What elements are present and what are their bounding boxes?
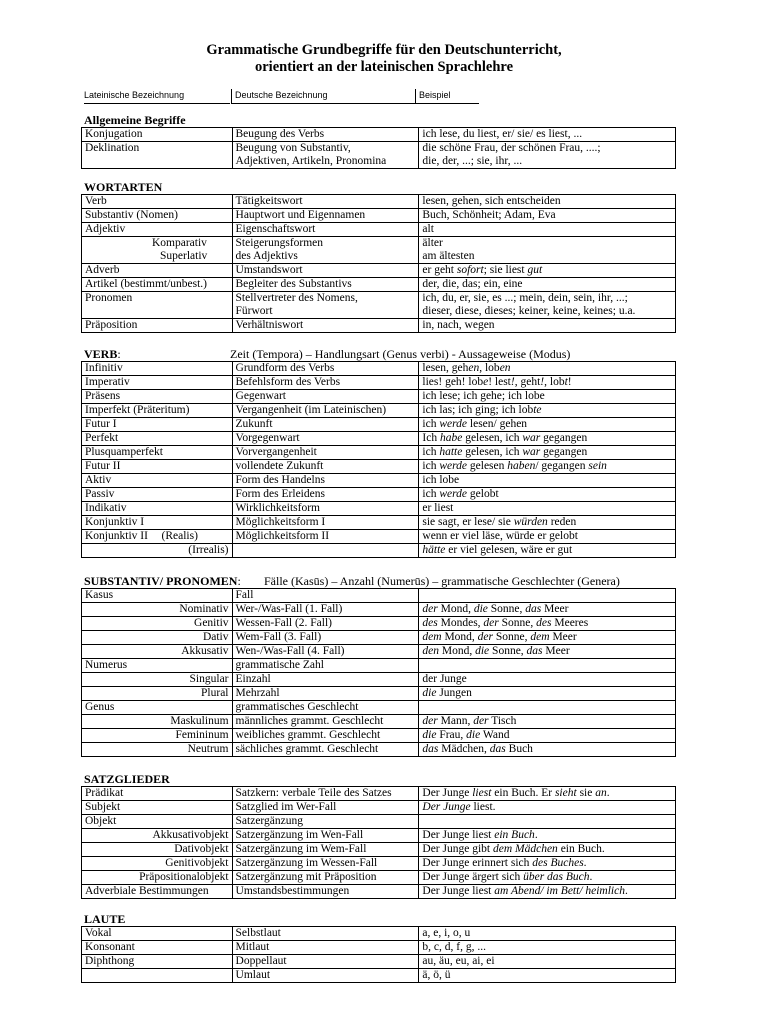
cell-german: Tätigkeitswort — [232, 195, 419, 209]
table-row — [82, 843, 676, 857]
table-row — [82, 603, 676, 617]
cell-german: Wessen-Fall (2. Fall) — [232, 617, 419, 631]
cell-example: Der Junge liest ein Buch. Er sieht sie an. — [419, 787, 676, 801]
section-heading-laute: LAUTE — [84, 912, 126, 926]
cell-example — [419, 701, 676, 715]
table-row — [82, 617, 676, 631]
cell-latin: Konsonant — [82, 941, 233, 955]
cell-german: weibliches grammt. Geschlecht — [232, 729, 419, 743]
table-row — [82, 544, 676, 558]
cell-german: Eigenschaftswort — [232, 223, 419, 237]
cell-example: alt — [419, 223, 676, 237]
cell-latin: Passiv — [82, 488, 233, 502]
table-row — [82, 941, 676, 955]
cell-example: ich hatte gelesen, ich war gegangen — [419, 446, 676, 460]
cell-example: Der Junge liest am Abend/ im Bett/ heimlich. — [419, 885, 676, 899]
cell-german: Satzkern: verbale Teile des Satzes — [232, 787, 419, 801]
cell-example: Ich habe gelesen, ich war gegangen — [419, 432, 676, 446]
column-header-latin: Lateinische Bezeichnung — [84, 89, 230, 104]
cell-latin — [82, 969, 233, 983]
table-row — [82, 857, 676, 871]
cell-latin: Futur II — [82, 460, 233, 474]
cell-german: grammatische Zahl — [232, 659, 419, 673]
table-row — [82, 195, 676, 209]
cell-german: Satzergänzung im Wen-Fall — [232, 829, 419, 843]
cell-example: lies! geh! lobe! lest!, geht!, lobt! — [419, 376, 676, 390]
section-heading-substantiv: SUBSTANTIV/ PRONOMEN: Fälle (Kasūs) – Anzahl (Numerūs) – grammatische Geschlechter (Genera) — [84, 574, 620, 588]
table-row — [82, 418, 676, 432]
cell-german: Form des Erleidens — [232, 488, 419, 502]
document-title-line-2: orientiert an der lateinischen Sprachlehre — [254, 59, 514, 75]
cell-german: Satzergänzung im Wessen-Fall — [232, 857, 419, 871]
section-heading-allgemein: Allgemeine Begriffe — [84, 113, 186, 127]
column-header-example: Beispiel — [415, 89, 479, 104]
table-row — [82, 829, 676, 843]
table-row — [82, 209, 676, 223]
cell-german: Fall — [232, 589, 419, 603]
cell-latin: Nominativ — [82, 603, 233, 617]
table-satzglieder — [81, 786, 676, 899]
cell-latin: Präsens — [82, 390, 233, 404]
cell-latin: Deklination — [82, 142, 233, 169]
cell-german: Selbstlaut — [232, 927, 419, 941]
cell-example: lesen, gehen, sich entscheiden — [419, 195, 676, 209]
cell-example: ich werde lesen/ gehen — [419, 418, 676, 432]
table-row — [82, 815, 676, 829]
cell-latin: Kasus — [82, 589, 233, 603]
cell-example: ich lese, du liest, er/ sie/ es liest, ... — [419, 128, 676, 142]
cell-example: der, die, das; ein, eine — [419, 278, 676, 292]
cell-example: Der Junge gibt dem Mädchen ein Buch. — [419, 843, 676, 857]
table-row — [82, 460, 676, 474]
table-row — [82, 969, 676, 983]
cell-latin: Objekt — [82, 815, 233, 829]
cell-latin: Akkusativobjekt — [82, 829, 233, 843]
cell-example: Buch, Schönheit; Adam, Eva — [419, 209, 676, 223]
cell-example: ich werde gelesen haben/ gegangen sein — [419, 460, 676, 474]
table-row — [82, 376, 676, 390]
cell-latin: Subjekt — [82, 801, 233, 815]
table-laute — [81, 926, 676, 983]
cell-latin: Konjugation — [82, 128, 233, 142]
cell-latin: Perfekt — [82, 432, 233, 446]
cell-latin: Indikativ — [82, 502, 233, 516]
cell-german: Grundform des Verbs — [232, 362, 419, 376]
cell-latin: Vokal — [82, 927, 233, 941]
cell-example: er liest — [419, 502, 676, 516]
cell-example: den Mond, die Sonne, das Meer — [419, 645, 676, 659]
cell-german: Möglichkeitsform I — [232, 516, 419, 530]
table-substantiv — [81, 588, 676, 757]
cell-example: der Junge — [419, 673, 676, 687]
cell-example: ich las; ich ging; ich lobte — [419, 404, 676, 418]
cell-example: ich lese; ich gehe; ich lobe — [419, 390, 676, 404]
table-row — [82, 474, 676, 488]
cell-german: Gegenwart — [232, 390, 419, 404]
section-heading-verb: VERB: Zeit (Tempora) – Handlungsart (Genus verbi) - Aussageweise (Modus) — [84, 347, 571, 361]
table-row — [82, 404, 676, 418]
cell-latin: Konjunktiv II (Realis) — [82, 530, 233, 544]
cell-example: au, äu, eu, ai, ei — [419, 955, 676, 969]
cell-german: Begleiter des Substantivs — [232, 278, 419, 292]
table-row — [82, 319, 676, 333]
section-heading-wortarten: WORTARTEN — [84, 180, 163, 194]
cell-german: Wem-Fall (3. Fall) — [232, 631, 419, 645]
table-row — [82, 278, 676, 292]
cell-example: sie sagt, er lese/ sie würden reden — [419, 516, 676, 530]
cell-example: der Mann, der Tisch — [419, 715, 676, 729]
cell-german: Doppellaut — [232, 955, 419, 969]
cell-german: sächliches grammt. Geschlecht — [232, 743, 419, 757]
table-row — [82, 673, 676, 687]
cell-latin: Genitivobjekt — [82, 857, 233, 871]
cell-example: des Mondes, der Sonne, des Meeres — [419, 617, 676, 631]
cell-german: Wirklichkeitsform — [232, 502, 419, 516]
table-row — [82, 516, 676, 530]
cell-example: der Mond, die Sonne, das Meer — [419, 603, 676, 617]
cell-latin: Komparativ Superlativ — [82, 237, 233, 264]
cell-german: Umstandsbestimmungen — [232, 885, 419, 899]
cell-latin: Aktiv — [82, 474, 233, 488]
table-row — [82, 801, 676, 815]
cell-german: Zukunft — [232, 418, 419, 432]
table-row — [82, 128, 676, 142]
cell-example: ich, du, er, sie, es ...; mein, dein, sein, ihr, ...; dieser, diese, dieses; keiner, keine, keines; u.a. — [419, 292, 676, 319]
cell-german: Vorgegenwart — [232, 432, 419, 446]
cell-german: Vorvergangenheit — [232, 446, 419, 460]
table-row — [82, 687, 676, 701]
cell-latin: Adverbiale Bestimmungen — [82, 885, 233, 899]
table-row — [82, 530, 676, 544]
table-row — [82, 715, 676, 729]
section-subtitle-verb: Zeit (Tempora) – Handlungsart (Genus verbi) - Aussageweise (Modus) — [230, 347, 571, 361]
table-row — [82, 645, 676, 659]
cell-latin: Singular — [82, 673, 233, 687]
cell-example: er geht sofort; sie liest gut — [419, 264, 676, 278]
table-row — [82, 631, 676, 645]
cell-latin: Imperfekt (Präteritum) — [82, 404, 233, 418]
cell-example: b, c, d, f, g, ... — [419, 941, 676, 955]
cell-example: Der Junge liest. — [419, 801, 676, 815]
table-allgemein — [81, 127, 676, 169]
table-row — [82, 729, 676, 743]
cell-example: Der Junge erinnert sich des Buches. — [419, 857, 676, 871]
cell-latin: (Irrealis) — [82, 544, 233, 558]
table-row — [82, 432, 676, 446]
cell-german: Einzahl — [232, 673, 419, 687]
cell-latin: Femininum — [82, 729, 233, 743]
table-row — [82, 292, 676, 319]
table-row — [82, 885, 676, 899]
cell-german: Satzergänzung — [232, 815, 419, 829]
document-title-line-1: Grammatische Grundbegriffe für den Deutschunterricht, — [206, 42, 562, 58]
table-row — [82, 223, 676, 237]
table-row — [82, 264, 676, 278]
cell-german: Hauptwort und Eigennamen — [232, 209, 419, 223]
cell-german: grammatisches Geschlecht — [232, 701, 419, 715]
cell-example — [419, 815, 676, 829]
cell-latin: Neutrum — [82, 743, 233, 757]
cell-latin: Dativ — [82, 631, 233, 645]
table-row — [82, 446, 676, 460]
table-verb — [81, 361, 676, 558]
cell-german: Stellvertreter des Nomens, Fürwort — [232, 292, 419, 319]
table-row — [82, 787, 676, 801]
table-row — [82, 502, 676, 516]
cell-latin: Plusquamperfekt — [82, 446, 233, 460]
cell-german: Umlaut — [232, 969, 419, 983]
table-row — [82, 659, 676, 673]
cell-german: Vergangenheit (im Lateinischen) — [232, 404, 419, 418]
cell-example: Der Junge liest ein Buch. — [419, 829, 676, 843]
cell-german: Form des Handelns — [232, 474, 419, 488]
cell-german: Beugung von Substantiv, Adjektiven, Artikeln, Pronomina — [232, 142, 419, 169]
cell-latin: Dativobjekt — [82, 843, 233, 857]
cell-example: in, nach, wegen — [419, 319, 676, 333]
section-heading-satzglieder: SATZGLIEDER — [84, 772, 170, 786]
cell-latin: Konjunktiv I — [82, 516, 233, 530]
cell-latin: Maskulinum — [82, 715, 233, 729]
cell-latin: Adjektiv — [82, 223, 233, 237]
cell-german: vollendete Zukunft — [232, 460, 419, 474]
cell-german: Mehrzahl — [232, 687, 419, 701]
cell-latin: Pronomen — [82, 292, 233, 319]
cell-example — [419, 659, 676, 673]
cell-latin: Akkusativ — [82, 645, 233, 659]
section-subtitle-substantiv: Fälle (Kasūs) – Anzahl (Numerūs) – grammatische Geschlechter (Genera) — [264, 574, 620, 588]
table-row — [82, 488, 676, 502]
cell-latin: Substantiv (Nomen) — [82, 209, 233, 223]
cell-latin: Infinitiv — [82, 362, 233, 376]
table-row — [82, 362, 676, 376]
cell-german: Mitlaut — [232, 941, 419, 955]
cell-example: die Frau, die Wand — [419, 729, 676, 743]
table-row — [82, 142, 676, 169]
cell-example: das Mädchen, das Buch — [419, 743, 676, 757]
table-row — [82, 701, 676, 715]
cell-german: Umstandswort — [232, 264, 419, 278]
cell-german: Satzergänzung mit Präposition — [232, 871, 419, 885]
cell-german: Möglichkeitsform II — [232, 530, 419, 544]
cell-example: älter am ältesten — [419, 237, 676, 264]
cell-example — [419, 589, 676, 603]
cell-german: Wer-/Was-Fall (1. Fall) — [232, 603, 419, 617]
cell-example: lesen, gehen, loben — [419, 362, 676, 376]
cell-example: a, e, i, o, u — [419, 927, 676, 941]
cell-german — [232, 544, 419, 558]
cell-latin: Verb — [82, 195, 233, 209]
cell-german: Satzergänzung im Wem-Fall — [232, 843, 419, 857]
cell-latin: Prädikat — [82, 787, 233, 801]
cell-latin: Adverb — [82, 264, 233, 278]
table-row — [82, 390, 676, 404]
cell-latin: Genus — [82, 701, 233, 715]
cell-german: männliches grammt. Geschlecht — [232, 715, 419, 729]
cell-latin: Numerus — [82, 659, 233, 673]
column-header-german: Deutsche Bezeichnung — [231, 89, 418, 104]
table-row — [82, 743, 676, 757]
cell-latin: Präposition — [82, 319, 233, 333]
cell-german: Wen-/Was-Fall (4. Fall) — [232, 645, 419, 659]
cell-german: Satzglied im Wer-Fall — [232, 801, 419, 815]
table-row — [82, 927, 676, 941]
cell-latin: Genitiv — [82, 617, 233, 631]
table-row — [82, 955, 676, 969]
table-wortarten — [81, 194, 676, 333]
cell-latin: Präpositionalobjekt — [82, 871, 233, 885]
cell-german: Beugung des Verbs — [232, 128, 419, 142]
cell-example: ich lobe — [419, 474, 676, 488]
cell-german: Befehlsform des Verbs — [232, 376, 419, 390]
table-row — [82, 237, 676, 264]
cell-example: ä, ö, ü — [419, 969, 676, 983]
cell-latin: Artikel (bestimmt/unbest.) — [82, 278, 233, 292]
cell-latin: Diphthong — [82, 955, 233, 969]
cell-example: Der Junge ärgert sich über das Buch. — [419, 871, 676, 885]
cell-example: die schöne Frau, der schönen Frau, ....; die, der, ...; sie, ihr, ... — [419, 142, 676, 169]
cell-example: hätte er viel gelesen, wäre er gut — [419, 544, 676, 558]
cell-latin: Imperativ — [82, 376, 233, 390]
cell-german: Steigerungsformen des Adjektivs — [232, 237, 419, 264]
table-row — [82, 871, 676, 885]
cell-latin: Futur I — [82, 418, 233, 432]
cell-example: ich werde gelobt — [419, 488, 676, 502]
cell-example: die Jungen — [419, 687, 676, 701]
cell-german: Verhältniswort — [232, 319, 419, 333]
cell-example: wenn er viel läse, würde er gelobt — [419, 530, 676, 544]
table-row — [82, 589, 676, 603]
cell-latin: Plural — [82, 687, 233, 701]
cell-example: dem Mond, der Sonne, dem Meer — [419, 631, 676, 645]
